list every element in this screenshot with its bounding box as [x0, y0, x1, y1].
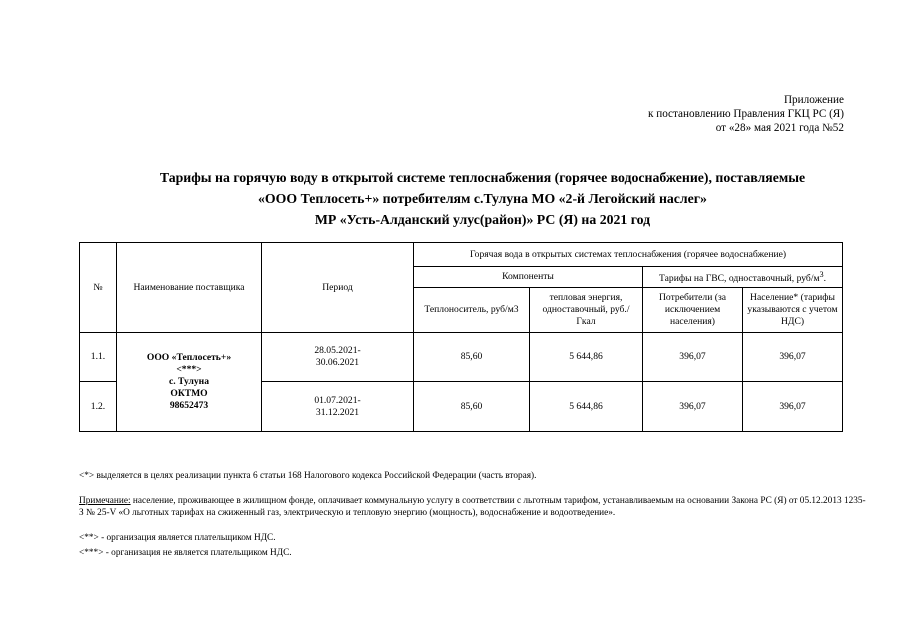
- appendix-header: [648, 93, 844, 135]
- period-start: 28.05.2021-: [314, 345, 361, 357]
- header-row-1: [80, 243, 843, 267]
- header-tariffs-text: Тарифы на ГВС, одноставочный, руб/м: [659, 273, 820, 285]
- header-tariffs-sup: 3: [819, 270, 824, 279]
- title-line-2: «ООО Теплосеть+» потребителям с.Тулуна МО «2-й Легойский наслег»: [258, 191, 707, 206]
- header-thermal: тепловая энергия, одноставочный, руб./Гкал: [530, 288, 643, 333]
- supplier-name: ООО «Теплосеть+»: [146, 352, 232, 364]
- remark: [79, 495, 869, 520]
- title-line-1: Тарифы на горячую воду в открытой системе теплоснабжения (горячее водоснабжение), поставляемые: [159, 170, 806, 185]
- footnote-tax: <*> выделяется в целях реализации пункта 6 статьи 168 Налогового кодекса Российской Федерации (часть вторая).: [79, 471, 537, 481]
- title-line-3: МР «Усть-Алданский улус(район)» РС (Я) на 2021 год: [314, 212, 651, 227]
- supplier-oktmo: 98652473: [169, 400, 209, 412]
- appendix-date: от «28» мая 2021 года №52: [715, 122, 844, 134]
- row-num: 1.1.: [80, 333, 117, 382]
- supplier-cell: [117, 333, 262, 432]
- header-hot-water: Горячая вода в открытых системах теплоснабжения (горячее водоснабжение): [414, 243, 843, 267]
- header-consumers: Потребители (за исключением населения): [643, 288, 743, 333]
- row-period: [262, 382, 414, 432]
- row-population: 396,07: [743, 382, 843, 432]
- row-thermal: 5 644,86: [530, 382, 643, 432]
- tariff-table: [79, 242, 843, 432]
- header-components: Компоненты: [414, 267, 643, 288]
- remark-text: население, проживающее в жилищном фонде, оплачивает коммунальную услугу в соответствии с льготным тарифом, устанавливаемым на основании Закона РС (Я) от 05.12.2013 1235-З № 25-V «О льготных тарифах на сжиженный газ, электрическую и тепловую энергию (мощность), водоснабжение и водоотведение».: [79, 495, 866, 518]
- row-coolant: 85,60: [414, 382, 530, 432]
- appendix-resolution: к постановлению Правления ГКЦ РС (Я): [647, 108, 844, 120]
- period-end: 30.06.2021: [315, 357, 360, 369]
- row-period: [262, 333, 414, 382]
- header-period: Период: [262, 243, 414, 333]
- row-coolant: 85,60: [414, 333, 530, 382]
- row-thermal: 5 644,86: [530, 333, 643, 382]
- document-title: [60, 167, 905, 230]
- row-num: 1.2.: [80, 382, 117, 432]
- appendix-title: Приложение: [783, 94, 844, 106]
- header-population: Население* (тарифы указываются с учетом НДС): [743, 288, 843, 333]
- supplier-mark: <***>: [176, 364, 202, 376]
- supplier-village: с. Тулуна: [168, 376, 210, 388]
- notes-section: [79, 470, 869, 560]
- period-end: 31.12.2021: [315, 406, 360, 418]
- note-vat-nonpayer: <***> - организация не является плательщиком НДС.: [79, 548, 292, 558]
- supplier-oktmo-label: ОКТМО: [170, 388, 208, 400]
- remark-label: Примечание:: [79, 495, 131, 506]
- header-num: №: [80, 243, 117, 333]
- header-coolant: Теплоноситель, руб/м3: [414, 288, 530, 333]
- header-tariffs-end: .: [823, 273, 826, 285]
- table-row: [80, 333, 843, 382]
- note-vat-payer: <**> - организация является плательщиком НДС.: [79, 532, 276, 543]
- row-population: 396,07: [743, 333, 843, 382]
- row-consumers: 396,07: [643, 382, 743, 432]
- header-supplier: Наименование поставщика: [117, 243, 262, 333]
- header-tariffs: [643, 267, 843, 288]
- row-consumers: 396,07: [643, 333, 743, 382]
- period-start: 01.07.2021-: [314, 394, 361, 406]
